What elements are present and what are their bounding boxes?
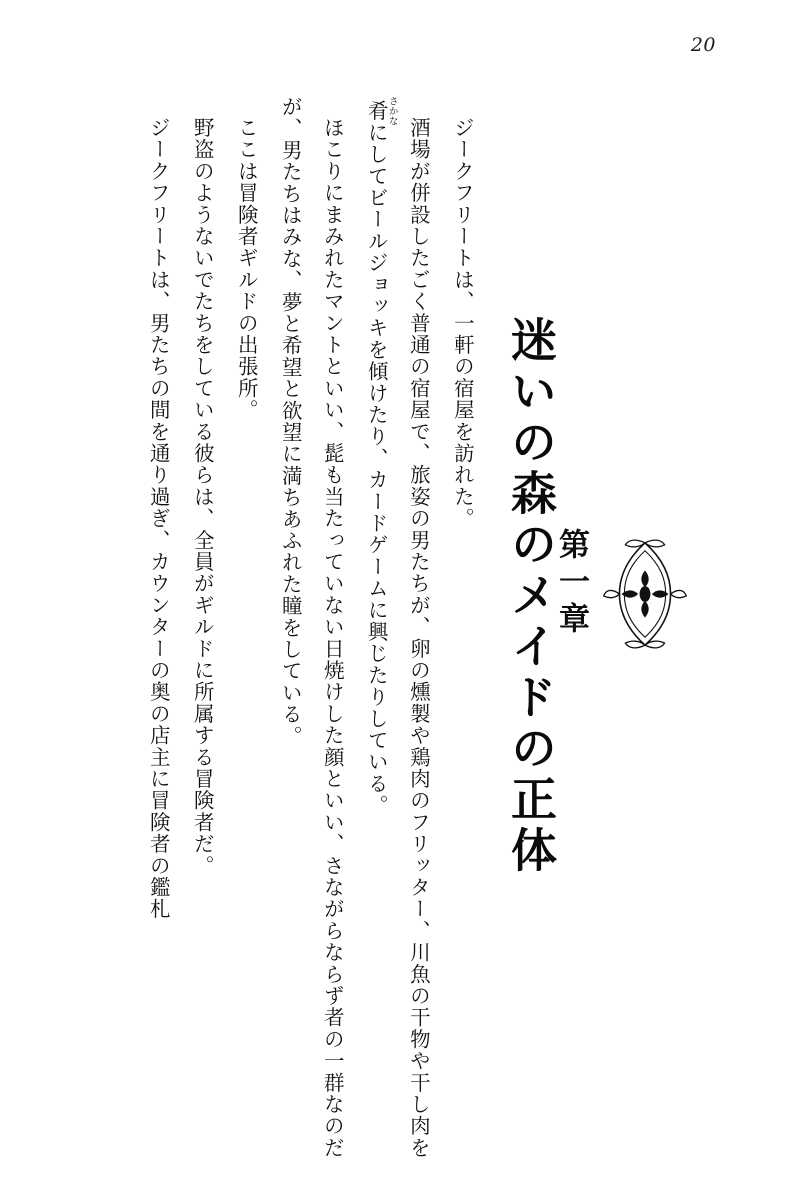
- paragraph-2-part-b: にしてビールジョッキを傾けたり、カードゲームに興じたりしている。: [364, 121, 389, 817]
- chapter-label: 第一章: [553, 527, 589, 639]
- paragraph-4: ここは冒険者ギルドの出張所。: [234, 116, 259, 421]
- chapter-title: 迷いの森のメイドの正体: [504, 315, 558, 877]
- page-body: [60, 96, 732, 1186]
- ruby-sakana: 肴さかな: [364, 96, 398, 126]
- paragraph-3: ほこりにまみれたマントといい、髭も当たっていない日焼けした顔といい、さながらならず者の一群なのだが、男たちはみな、夢と希望と欲望に満ちあふれた瞳をしている。: [278, 96, 345, 1159]
- paragraph-1: ジークフリートは、一軒の宿屋を訪れた。: [450, 116, 475, 529]
- paragraph-6: ジークフリートは、男たちの間を通り過ぎ、カウンターの奥の店主に冒険者の鑑札: [146, 116, 171, 920]
- paragraph-2-part-a: 酒場が併設したごく普通の宿屋で、旅姿の男たちが、卵の燻製や鶏肉のフリッター、川魚の干物や干し肉を: [406, 116, 431, 1159]
- page-number: 20: [690, 34, 716, 56]
- chapter-heading: [505, 96, 704, 1096]
- ruby-reading: さかな: [386, 96, 398, 126]
- floral-ornament-icon: [586, 535, 704, 653]
- paragraph-5: 野盗のようないでたちをしている彼らは、全員がギルドに所属する冒険者だ。: [190, 116, 215, 876]
- paragraph-2: [355, 96, 439, 1166]
